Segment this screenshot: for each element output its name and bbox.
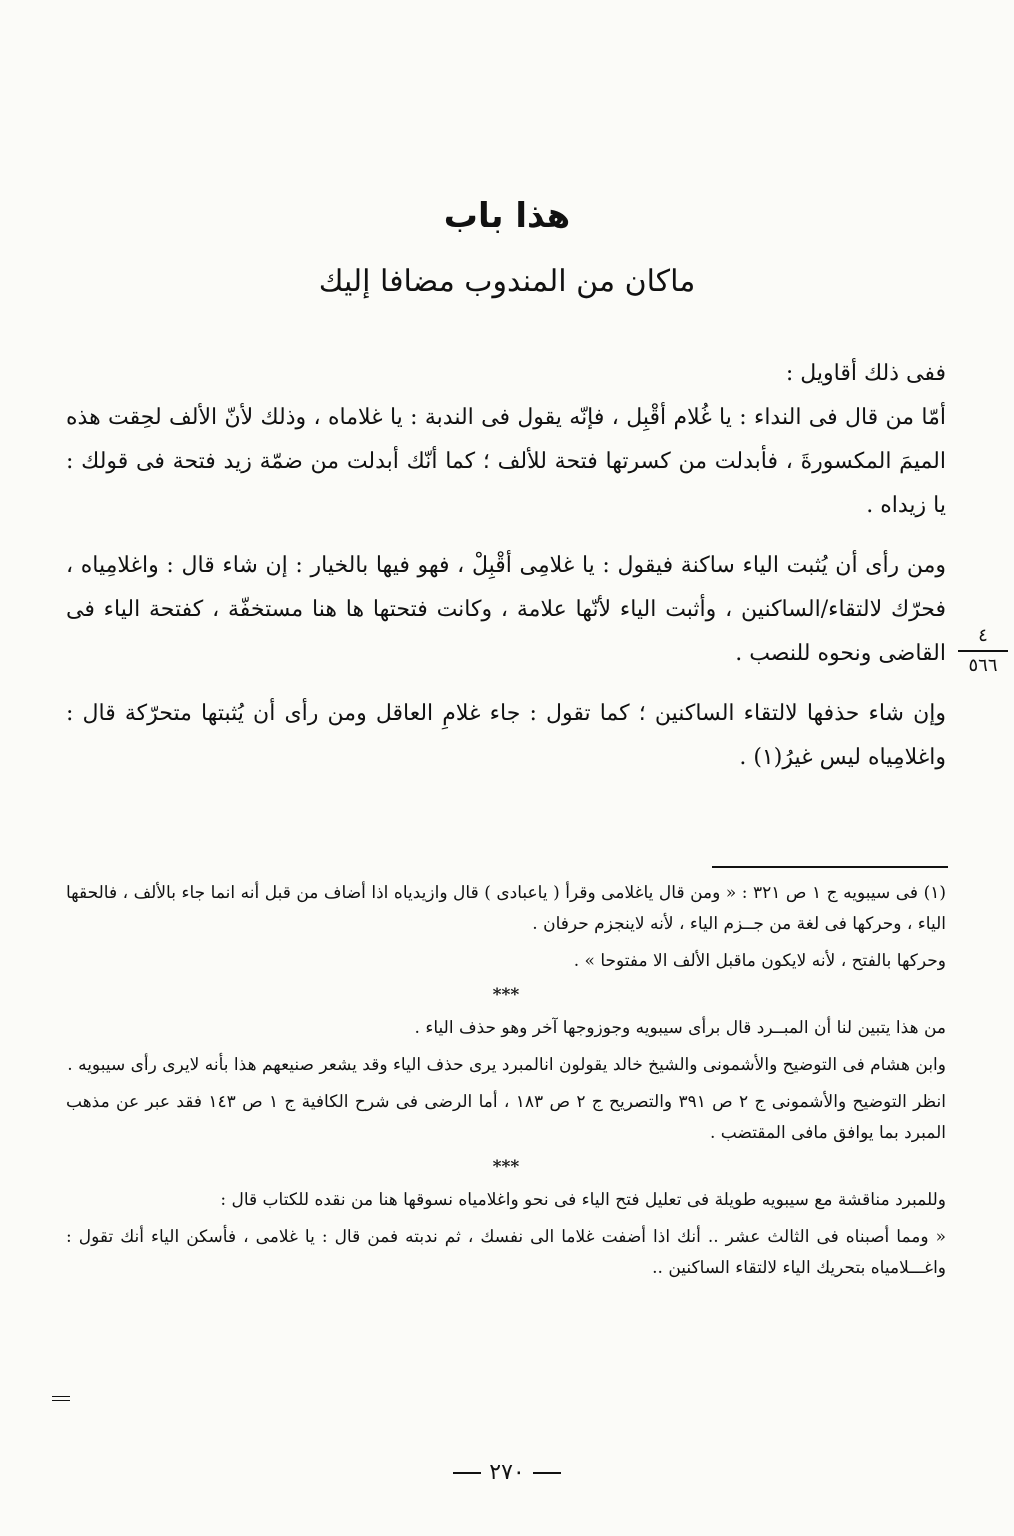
footnote-separator [712,866,948,868]
footnote-2-line-2: وابن هشام فى التوضيح والأشمونى والشيخ خالد يقولون انالمبرد يرى حذف الياء وقد يشعر صنيعهم هذا بأنه لايرى رأى سيبويه . [67,1055,946,1075]
footnote-2-line-3: انظر التوضيح والأشمونى ج ٢ ص ٣٩١ والتصريح ج ٢ ص ١٨٣ ، أما الرضى فى شرح الكافية ج ١ ص ١٤٣ فقد عبر عن مذهب المبرد بما يوافق مافى المقتضب . [66,1092,946,1143]
paragraph-2: ومن رأى أن يُثبت الياء ساكنة فيقول : يا غلامِى أقْبِلْ ، فهو فيها بالخيار : إن شاء قال : واغلامِياه ، فحرّك لالتقاء/الساكنين ، وأثبت الياء لأنّها علامة ، وكانت فتحتها ها هنا مستخفّة ، كفتحة الياء فى القاضى ونحوه للنصب . [66,553,946,666]
margin-page-number: ٥٦٦ [968,655,998,676]
margin-divider [958,650,1008,652]
margin-equals-mark [52,1396,70,1401]
margin-page-reference [958,626,1008,676]
page-number-dash-right [533,1472,561,1474]
chapter-subtitle: ماكان من المندوب مضافا إليك [318,264,696,299]
footnotes [66,878,946,1290]
chapter-title: هذا باب [443,196,571,236]
footnote-3-line-1: وللمبرد مناقشة مع سيبويه طويلة فى تعليل فتح الياء فى نحو واغلامياه نسوقها هنا من نقده للكتاب قال : [220,1190,946,1210]
footnote-3-line-2: « ومما أصبناه فى الثالث عشر .. أنك اذا أضفت غلاما الى نفسك ، ثم ندبته فمن قال : يا غلامى ، فأسكن الياء أنك تقول : واغـــلامياه بتحريك الياء لالتقاء الساكنين .. [66,1227,946,1278]
asterism-1: *** [492,985,520,1005]
footnote-1-line-1: (١) فى سيبويه ج ١ ص ٣٢١ : « ومن قال ياغلامى وقرأ ( ياعبادى ) قال وازيدياه اذا أضاف من قبل أنه انما جاء بالألف ، فالحقها الياء ، وحركها فى لغة من جــزم الياء ، لأنه لاينجزم حرفان . [66,883,946,934]
footnote-2-line-1: من هذا يتبين لنا أن المبــرد قال برأى سيبويه وجوزوجها آخر وهو حذف الياء . [414,1018,946,1038]
main-text [66,352,946,796]
paragraph-3: وإن شاء حذفها لالتقاء الساكنين ؛ كما تقول : جاء غلامِ العاقل ومن رأى أن يُثبتها متحرّكة قال : واغلامِياه ليس غيرُ(١) . [66,701,946,770]
page-number-dash-left [453,1472,481,1474]
footnote-1-line-2: وحركها بالفتح ، لأنه لايكون ماقبل الألف الا مفتوحا » . [573,951,946,971]
paragraph-1: أمّا من قال فى النداء : يا غُلام أقْبِل ، فإنّه يقول فى الندبة : يا غلاماه ، وذلك لأنّ الألف لحِقت هذه الميمَ المكسورةَ ، فأبدلت من كسرتها فتحة للألف ؛ كما أنّك أبدلت من ضمّة زيد فتحة فى قولك : يا زيداه . [66,405,946,518]
page-number: ٢٧٠ [489,1460,525,1485]
page-number-footer [0,1460,1014,1485]
asterism-2: *** [492,1157,520,1177]
margin-volume-number: ٤ [978,625,988,646]
intro-line: ففى ذلك أقاويل : [785,361,946,386]
